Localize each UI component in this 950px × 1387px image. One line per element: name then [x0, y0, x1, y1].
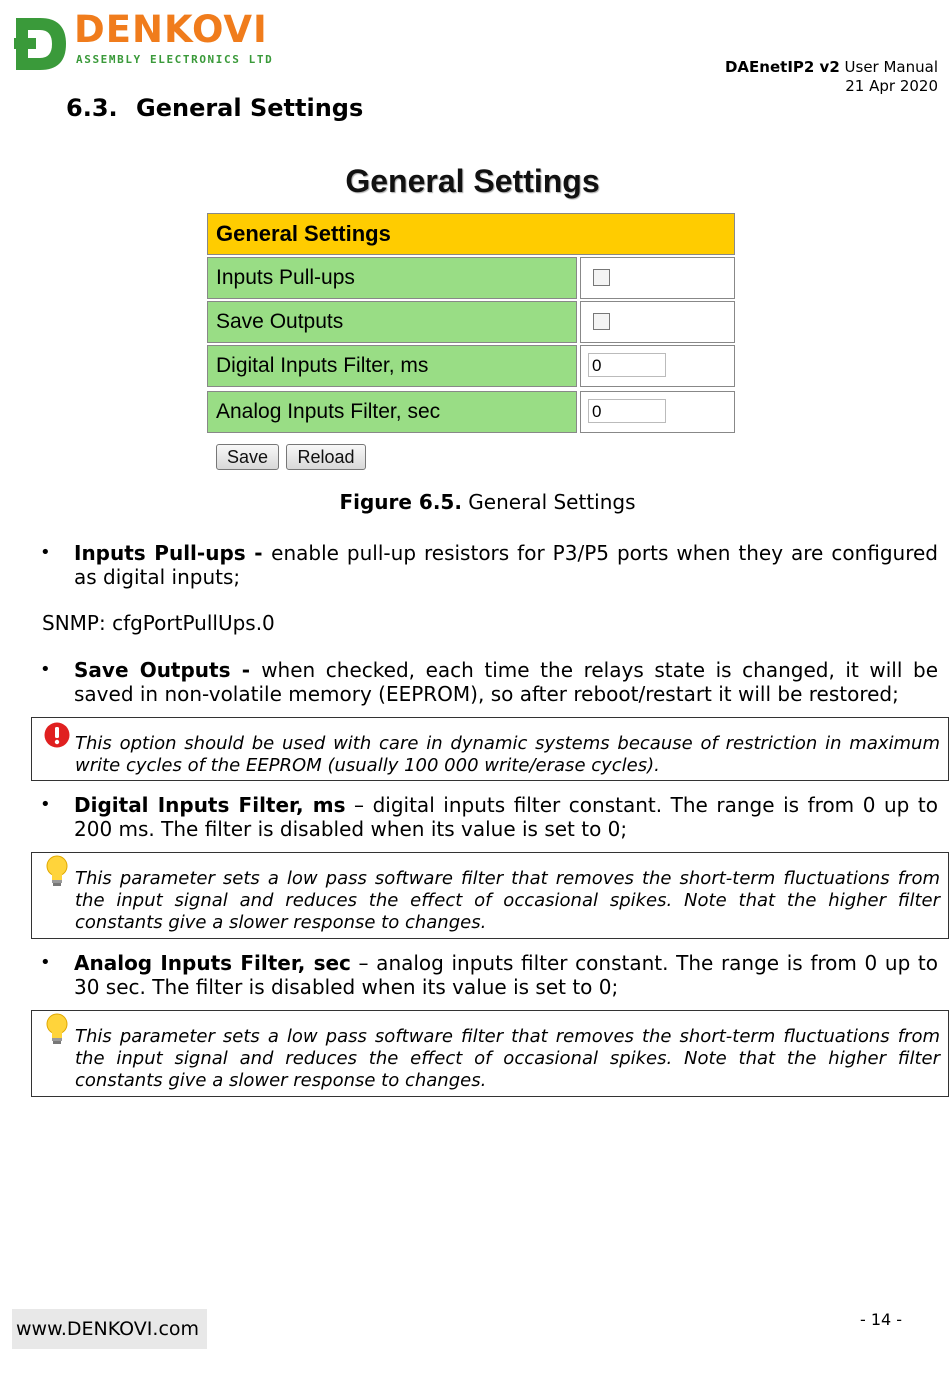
- analog-filter-input[interactable]: 0: [588, 399, 666, 423]
- row-inputs-pullups: [207, 257, 735, 299]
- doc-title-bold: DAEnetIP2 v2: [724, 58, 840, 76]
- warning-icon: [44, 722, 70, 748]
- row-analog-filter: [207, 391, 735, 433]
- section-heading: [66, 94, 363, 122]
- page-number: - 14 -: [860, 1310, 903, 1329]
- lightbulb-icon: [45, 855, 69, 889]
- tip-text-digital: This parameter sets a low pass software filter that removes the short-term fluctuations from the input signal and reduces the effect of occasional spikes. Note that the higher filter constants give a slower response to changes.: [75, 868, 940, 933]
- tip-note-analog: [31, 1010, 949, 1097]
- reload-button[interactable]: Reload: [286, 444, 366, 470]
- snmp-oid: SNMP: cfgPortPullUps.0: [42, 611, 275, 635]
- doc-title-rest: User Manual: [839, 58, 938, 76]
- bullet-analog-filter: • Analog Inputs Filter, sec – analog inputs filter constant. The range is from 0 up to 30 sec. The filter is disabled when its value is set to 0;: [40, 951, 938, 999]
- warning-text: This option should be used with care in dynamic systems because of restriction in maximum write cycles of the EEPROM (usually 100 000 write/erase cycles).: [75, 733, 940, 776]
- row-label: Digital Inputs Filter, ms: [207, 345, 577, 387]
- save-button[interactable]: Save: [216, 444, 279, 470]
- tip-note-digital: [31, 852, 949, 939]
- settings-table-header: General Settings: [207, 213, 735, 255]
- footer-website: www.DENKOVI.com: [12, 1309, 207, 1349]
- bullet-digital-filter: • Digital Inputs Filter, ms – digital inputs filter constant. The range is from 0 up to 200 ms. The filter is disabled when its value is set to 0;: [40, 793, 938, 841]
- row-label: Inputs Pull-ups: [207, 257, 577, 299]
- section-title: General Settings: [136, 94, 364, 122]
- logo-name: DENKOVI: [74, 8, 268, 51]
- row-label: Analog Inputs Filter, sec: [207, 391, 577, 433]
- bullet-save-outputs: • Save Outputs - when checked, each time the relays state is changed, it will be saved in non-volatile memory (EEPROM), so after reboot/restart it will be restored;: [40, 658, 938, 706]
- warning-note: [31, 717, 949, 781]
- row-label: Save Outputs: [207, 301, 577, 343]
- doc-date: 21 Apr 2020: [845, 77, 938, 95]
- digital-filter-input[interactable]: 0: [588, 353, 666, 377]
- tip-text-analog: This parameter sets a low pass software filter that removes the short-term fluctuations from the input signal and reduces the effect of occasional spikes. Note that the higher filter constants give a slower response to changes.: [75, 1026, 940, 1091]
- row-digital-filter: [207, 345, 735, 387]
- row-save-outputs: [207, 301, 735, 343]
- inputs-pullups-checkbox[interactable]: [593, 269, 610, 286]
- document-header: [725, 58, 938, 96]
- lightbulb-icon: [45, 1013, 69, 1047]
- figure-caption: Figure 6.5. General Settings: [339, 490, 636, 514]
- settings-page-title: General Settings: [345, 163, 600, 199]
- logo-subtitle: ASSEMBLY ELECTRONICS LTD: [76, 53, 274, 66]
- bullet-inputs-pullups: • Inputs Pull-ups - enable pull-up resistors for P3/P5 ports when they are configured as digital inputs;: [40, 541, 939, 589]
- section-number: 6.3.: [66, 94, 118, 122]
- save-outputs-checkbox[interactable]: [593, 313, 610, 330]
